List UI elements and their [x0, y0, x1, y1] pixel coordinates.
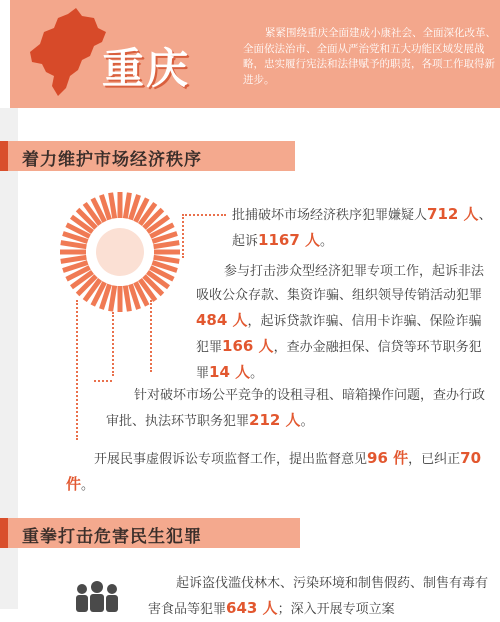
section-header-market-order — [0, 141, 295, 171]
connector-line — [76, 300, 78, 440]
people-group-icon — [72, 580, 122, 612]
ring-tick — [111, 193, 115, 219]
intro-text: 紧紧围绕重庆全面建成小康社会、全面深化改革、全面依法治市、全面从严治党和五大功能区域发展战略，忠实履行宪法和法律赋予的职责，各项工作取得新进步。 — [243, 27, 496, 86]
stat-value: 96 件 — [367, 449, 409, 467]
stat-value: 70 件 — [66, 449, 482, 493]
ring-tick — [111, 286, 115, 312]
section-header-livelihood — [0, 518, 300, 548]
connector-line — [112, 312, 114, 376]
city-title: 重庆 — [102, 44, 191, 93]
section-title: 着力维护市场经济秩序 — [22, 150, 202, 170]
paragraph-arrests: 批捕破坏市场经济秩序犯罪嫌疑人712 人、起诉1167 人。 — [232, 205, 492, 249]
ring-tick — [154, 243, 180, 247]
stat-value: 643 人 — [226, 599, 278, 617]
stat-value: 484 人 — [196, 311, 248, 329]
section-title: 重拳打击危害民生犯罪 — [22, 527, 202, 547]
stat-value: 712 人 — [427, 205, 479, 223]
ring-tick — [61, 243, 87, 247]
stat-value: 1167 人 — [258, 231, 320, 249]
paragraph-civil-litigation: 开展民事虚假诉讼专项监督工作，提出监督意见96 件，已纠正70 件。 — [66, 449, 482, 493]
section-tab-marker — [0, 141, 8, 171]
ring-tick — [61, 257, 87, 261]
section-tab-marker — [0, 518, 8, 548]
paragraph-fair-competition: 针对破坏市场公平竞争的设租寻租、暗箱操作问题，查办行政审批、执法环节职务犯罪212 人。 — [106, 388, 486, 429]
connector-line — [182, 214, 184, 258]
header-banner — [10, 0, 500, 108]
ring-tick — [154, 257, 180, 261]
ring-tick — [125, 193, 129, 219]
connector-line — [94, 380, 112, 382]
paragraph-livelihood-crime: 起诉盗伐滥伐林木、污染环境和制售假药、制售有毒有害食品等犯罪643 人；深入开展专项立案 — [148, 576, 489, 617]
paragraph-economic-crime: 参与打击涉众型经济犯罪专项工作，起诉非法吸收公众存款、集资诈骗、组织领导传销活动犯罪484 人，起诉贷款诈骗、信用卡诈骗、保险诈骗犯罪166 人，查办金融担保、信贷等环节职务犯罪14 人。 — [196, 264, 485, 381]
connector-line — [182, 214, 226, 216]
ring-tick — [125, 286, 129, 312]
stat-value: 14 人 — [209, 363, 251, 381]
stat-value: 166 人 — [222, 337, 274, 355]
chongqing-map-icon — [24, 6, 108, 98]
ring-chart-icon — [58, 190, 182, 314]
connector-line — [150, 300, 152, 372]
stat-value: 212 人 — [249, 411, 301, 429]
